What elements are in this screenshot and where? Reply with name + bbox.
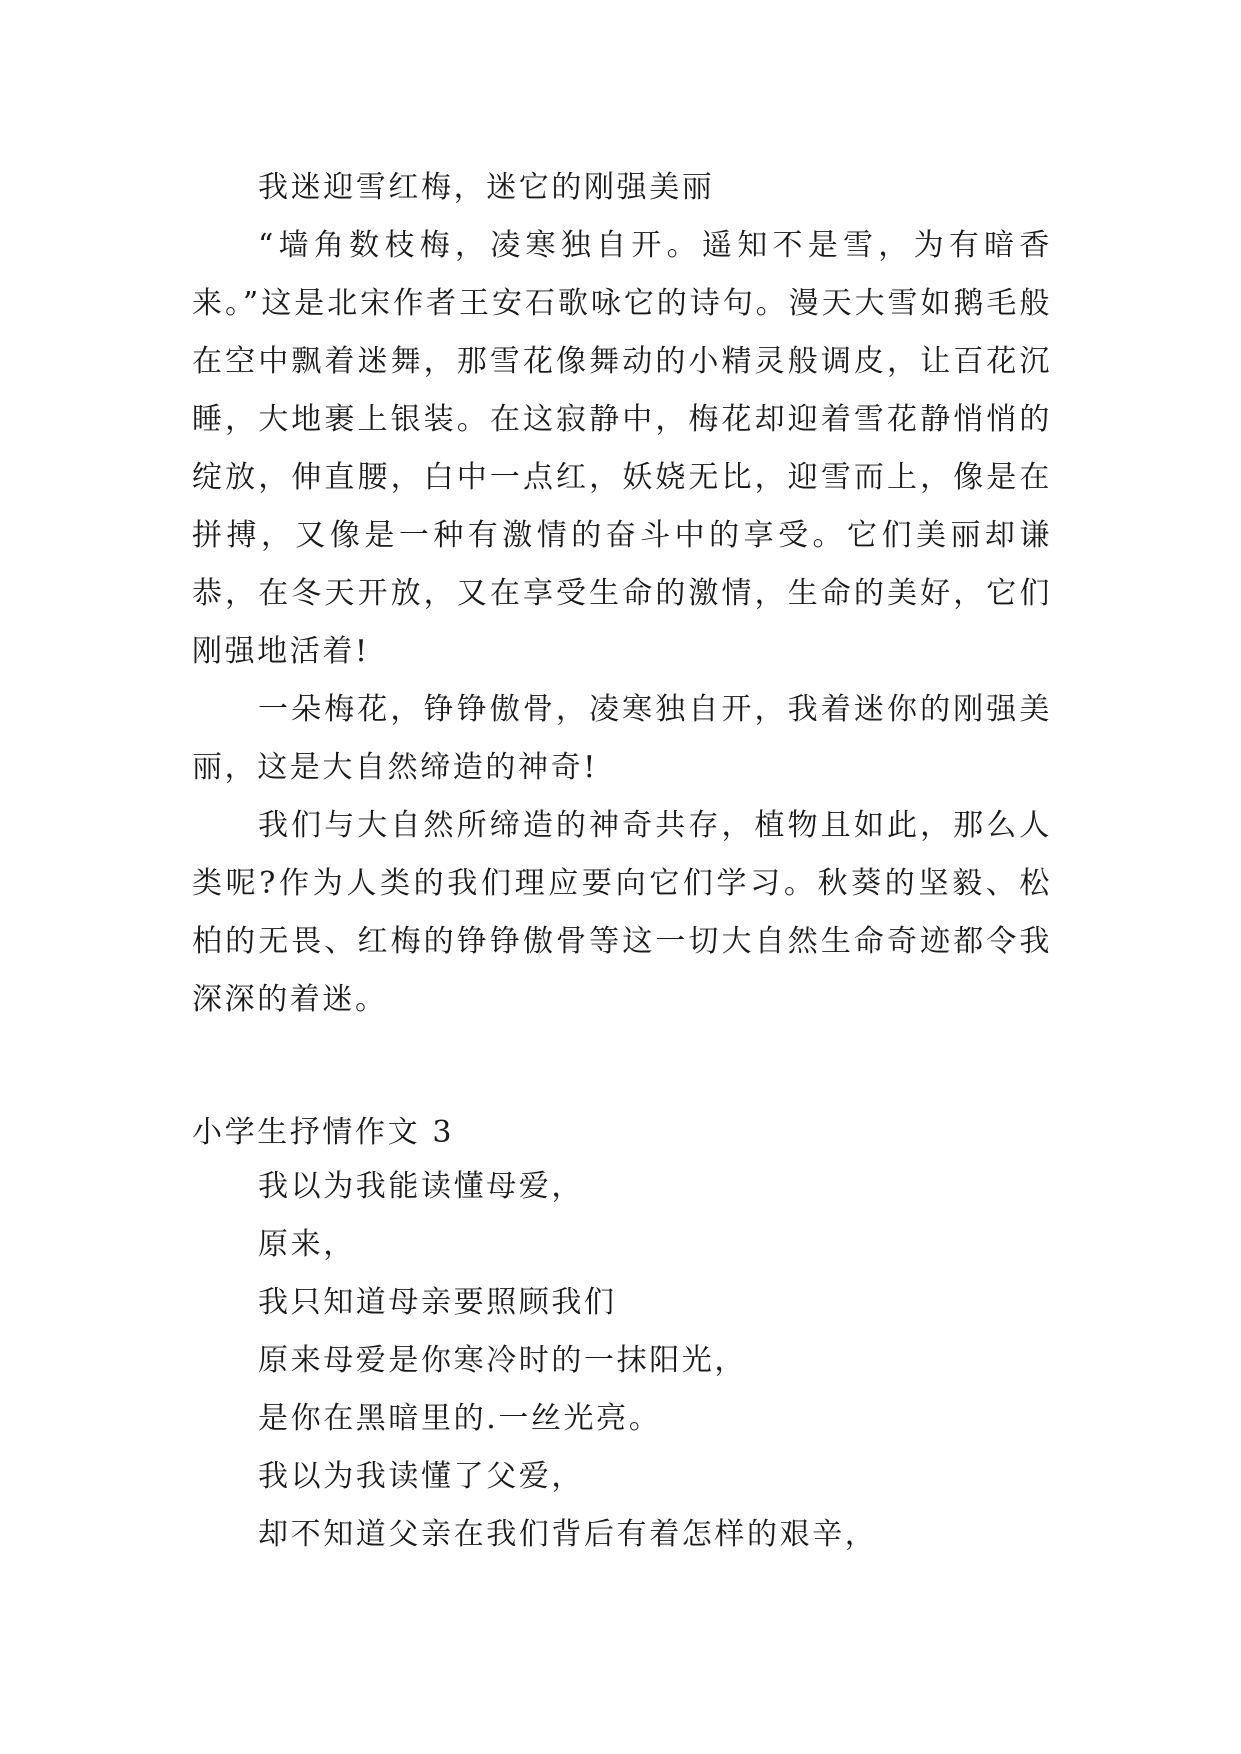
poem-line: 原来，	[258, 1227, 356, 1262]
paragraph-1: 我迷迎雪红梅，迷它的刚强美丽	[258, 170, 715, 205]
paragraph-3: 一朵梅花，铮铮傲骨，凌寒独自开，我着迷你的刚强美丽，这是大自然缔造的神奇!	[192, 692, 1052, 785]
poem-line: 是你在黑暗里的.一丝光亮。	[258, 1401, 662, 1436]
paragraph-2: “墙角数枝梅，凌寒独自开。遥知不是雪，为有暗香来。”这是北宋作者王安石歌咏它的诗句。漫天大雪如鹅毛般在空中飘着迷舞，那雪花像舞动的小精灵般调皮，让百花沉睡，大地裹上银装。在这寂静中，梅花却迎着雪花静悄悄的绽放，伸直腰，白中一点红，妖娆无比，迎雪而上，像是在拼搏，又像是一种有激情的奋斗中的享受。它们美丽却谦恭，在冬天开放，又在享受生命的激情，生命的美好，它们刚强地活着!	[192, 228, 1052, 669]
poem-lines	[258, 1158, 877, 1564]
paragraph-4: 我们与大自然所缔造的神奇共存，植物且如此，那么人类呢?作为人类的我们理应要向它们学习。秋葵的坚毅、松柏的无畏、红梅的铮铮傲骨等这一切大自然生命奇迹都令我深深的着迷。	[192, 808, 1052, 1017]
poem-line: 我只知道母亲要照顾我们	[258, 1285, 617, 1320]
poem-line: 我以为我能读懂母爱，	[258, 1169, 584, 1204]
essay-body	[192, 159, 1052, 1029]
poem-line: 我以为我读懂了父爱，	[258, 1459, 584, 1494]
poem-line: 却不知道父亲在我们背后有着怎样的艰辛，	[258, 1517, 878, 1552]
poem-line: 原来母爱是你寒冷时的一抹阳光，	[258, 1343, 747, 1378]
section-title: 小学生抒情作文 3	[192, 1115, 455, 1150]
